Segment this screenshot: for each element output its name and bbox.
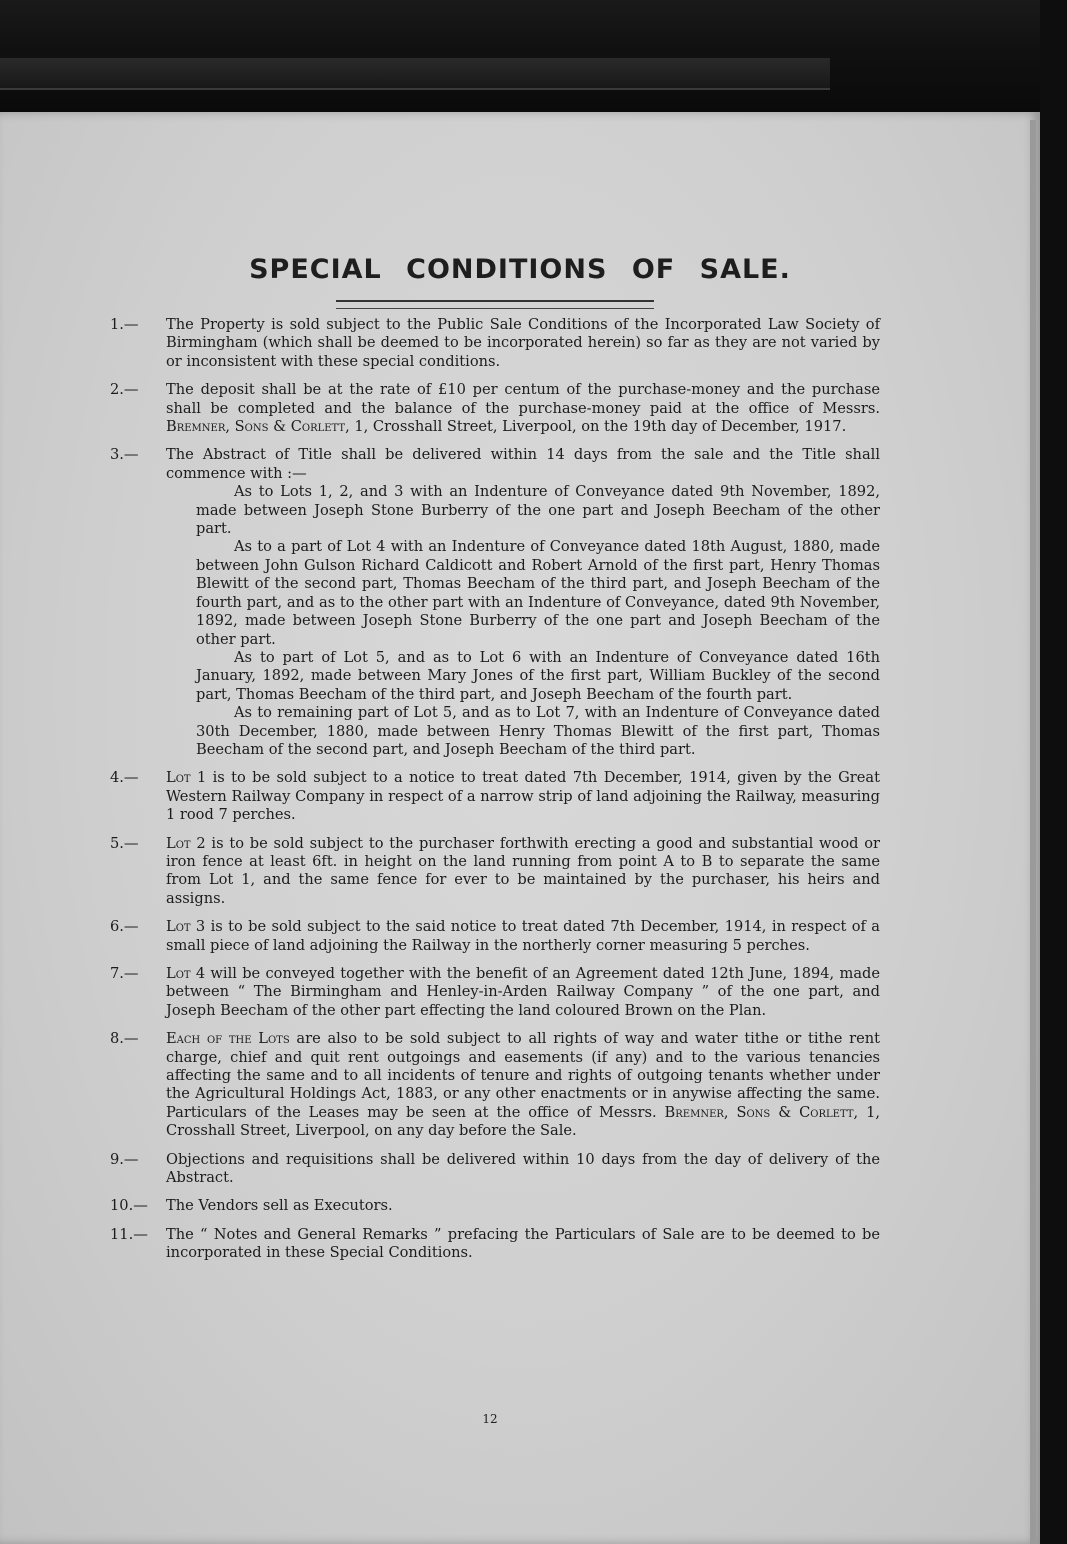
firm-name: Bremner, Sons & Corlett (166, 418, 346, 436)
condition-number: 4.— (110, 769, 139, 787)
condition-11 (110, 1226, 880, 1263)
condition-6 (110, 918, 880, 955)
condition-text: The deposit shall be at the rate of £10 per centum of the purchase-money and the purchase shall be completed and the balance of the purchase-money paid at the office of Messrs. (166, 381, 880, 417)
condition-3-sub-4: As to remaining part of Lot 5, and as to Lot 7, with an Indenture of Conveyance dated 30th December, 1880, made between Henry Thomas Blewitt of the first part, Thomas Beecham of the second part, and Joseph Beecham of the third part. (196, 704, 880, 758)
condition-text: are also to be sold subject to all rights of way and water tithe or tithe rent charge, chief and quit rent outgoings and easements (if any) and to the various tenancies affecting the same and to all incidents of tenure and rights of outgoing tenants whether under the Agricultural Holdings Act, 1883, or any other enactments or in anywise affecting the same. Particulars of the Leases may be seen at the office of Messrs. (166, 1030, 880, 1121)
condition-8 (110, 1030, 880, 1140)
lot-lead: Lot (166, 965, 191, 982)
page-edge (1030, 120, 1036, 1544)
condition-text: The Property is sold subject to the Public Sale Conditions of the Incorporated Law Society of Birmingham (which shall be deemed to be incorporated herein) so far as they are not varied by or inconsistent with these special conditions. (166, 316, 880, 370)
condition-number: 1.— (110, 316, 139, 333)
title-underline (336, 300, 654, 309)
condition-text: Objections and requisitions shall be delivered within 10 days from the day of delivery of the Abstract. (166, 1150, 880, 1187)
condition-text-cont: , 1, Crosshall Street, Liverpool, on the 19th day of December, 1917. (345, 418, 847, 436)
condition-text: The Abstract of Title shall be delivered within 14 days from the sale and the Title shall commence with :— (166, 446, 880, 482)
condition-2 (110, 381, 880, 436)
condition-number: 10.— (110, 1197, 148, 1215)
condition-text: 2 is to be sold subject to the purchaser forthwith erecting a good and substantial wood or iron fence at least 6ft. in height on the land running from point A to B to separate the same from Lot 1, and the same fence for ever to be maintained by the purchaser, his heirs and assigns. (166, 834, 880, 907)
condition-3-sub-3: As to part of Lot 5, and as to Lot 6 with an Indenture of Conveyance dated 16th January, 1892, made between Mary Jones of the first part, William Buckley of the second part, Thomas Beecham of the third part, and Joseph Beecham of the fourth part. (196, 648, 880, 703)
lot-lead: Lot (166, 918, 191, 936)
condition-text: 3 is to be sold subject to the said notice to treat dated 7th December, 1914, in respect of a small piece of land adjoining the Railway in the northerly corner measuring 5 perches. (166, 918, 880, 954)
page-title: SPECIAL CONDITIONS OF SALE. (249, 254, 791, 285)
condition-text: 1 is to be sold subject to a notice to treat dated 7th December, 1914, given by the Great Western Railway Company in respect of a narrow strip of land adjoining the Railway, measuring 1 rood 7 perches. (166, 769, 880, 824)
condition-number: 8.— (110, 1030, 139, 1048)
condition-text-cont: , 1, Crosshall Street, Liverpool, on any day before the Sale. (166, 1103, 880, 1140)
condition-number: 5.— (110, 834, 139, 852)
condition-3-sub-1: As to Lots 1, 2, and 3 with an Indenture of Conveyance dated 9th November, 1892, made between Joseph Stone Burberry of the one part and Joseph Beecham of the other part. (196, 483, 880, 538)
condition-number: 11.— (110, 1225, 148, 1243)
lot-lead: Lot (166, 834, 191, 852)
lot-lead: Lot (166, 769, 191, 787)
scan-background-right (1040, 0, 1067, 1544)
condition-text: The “ Notes and General Remarks ” prefacing the Particulars of Sale are to be deemed to be incorporated in these Special Conditions. (166, 1225, 880, 1262)
condition-text: 4 will be conveyed together with the benefit of an Agreement dated 12th June, 1894, made between “ The Birmingham and Henley-in-Arden Railway Company ” of the one part, and Joseph Beecham of the other part effecting the land coloured Brown on the Plan. (166, 965, 880, 1019)
condition-1 (110, 316, 880, 371)
binding-ledge (0, 58, 830, 90)
condition-9 (110, 1151, 880, 1188)
condition-text: The Vendors sell as Executors. (166, 1197, 393, 1215)
conditions-list (110, 316, 880, 1273)
condition-number: 6.— (110, 918, 139, 936)
condition-5 (110, 835, 880, 909)
condition-10 (110, 1197, 880, 1215)
condition-number: 3.— (110, 446, 139, 464)
page-number: 12 (482, 1412, 498, 1426)
condition-3-sub-2: As to a part of Lot 4 with an Indenture of Conveyance dated 18th August, 1880, made between John Gulson Richard Caldicott and Robert Arnold of the first part, Henry Thomas Blewitt of the second part, Thomas Beecham of the third part, and Joseph Beecham of the fourth part, and as to the other part with an Indenture of Conveyance, dated 9th November, 1892, made between Joseph Stone Burberry of the one part and Joseph Beecham of the other part. (196, 538, 880, 648)
condition-number: 7.— (110, 965, 139, 982)
condition-4 (110, 769, 880, 824)
firm-name: Bremner, Sons & Corlett (664, 1103, 854, 1121)
condition-number: 9.— (110, 1150, 139, 1168)
scan-background-top (0, 0, 1067, 112)
condition-number: 2.— (110, 381, 139, 399)
lot-lead: Each of the Lots (166, 1030, 290, 1048)
condition-3 (110, 446, 880, 759)
condition-7 (110, 965, 880, 1020)
